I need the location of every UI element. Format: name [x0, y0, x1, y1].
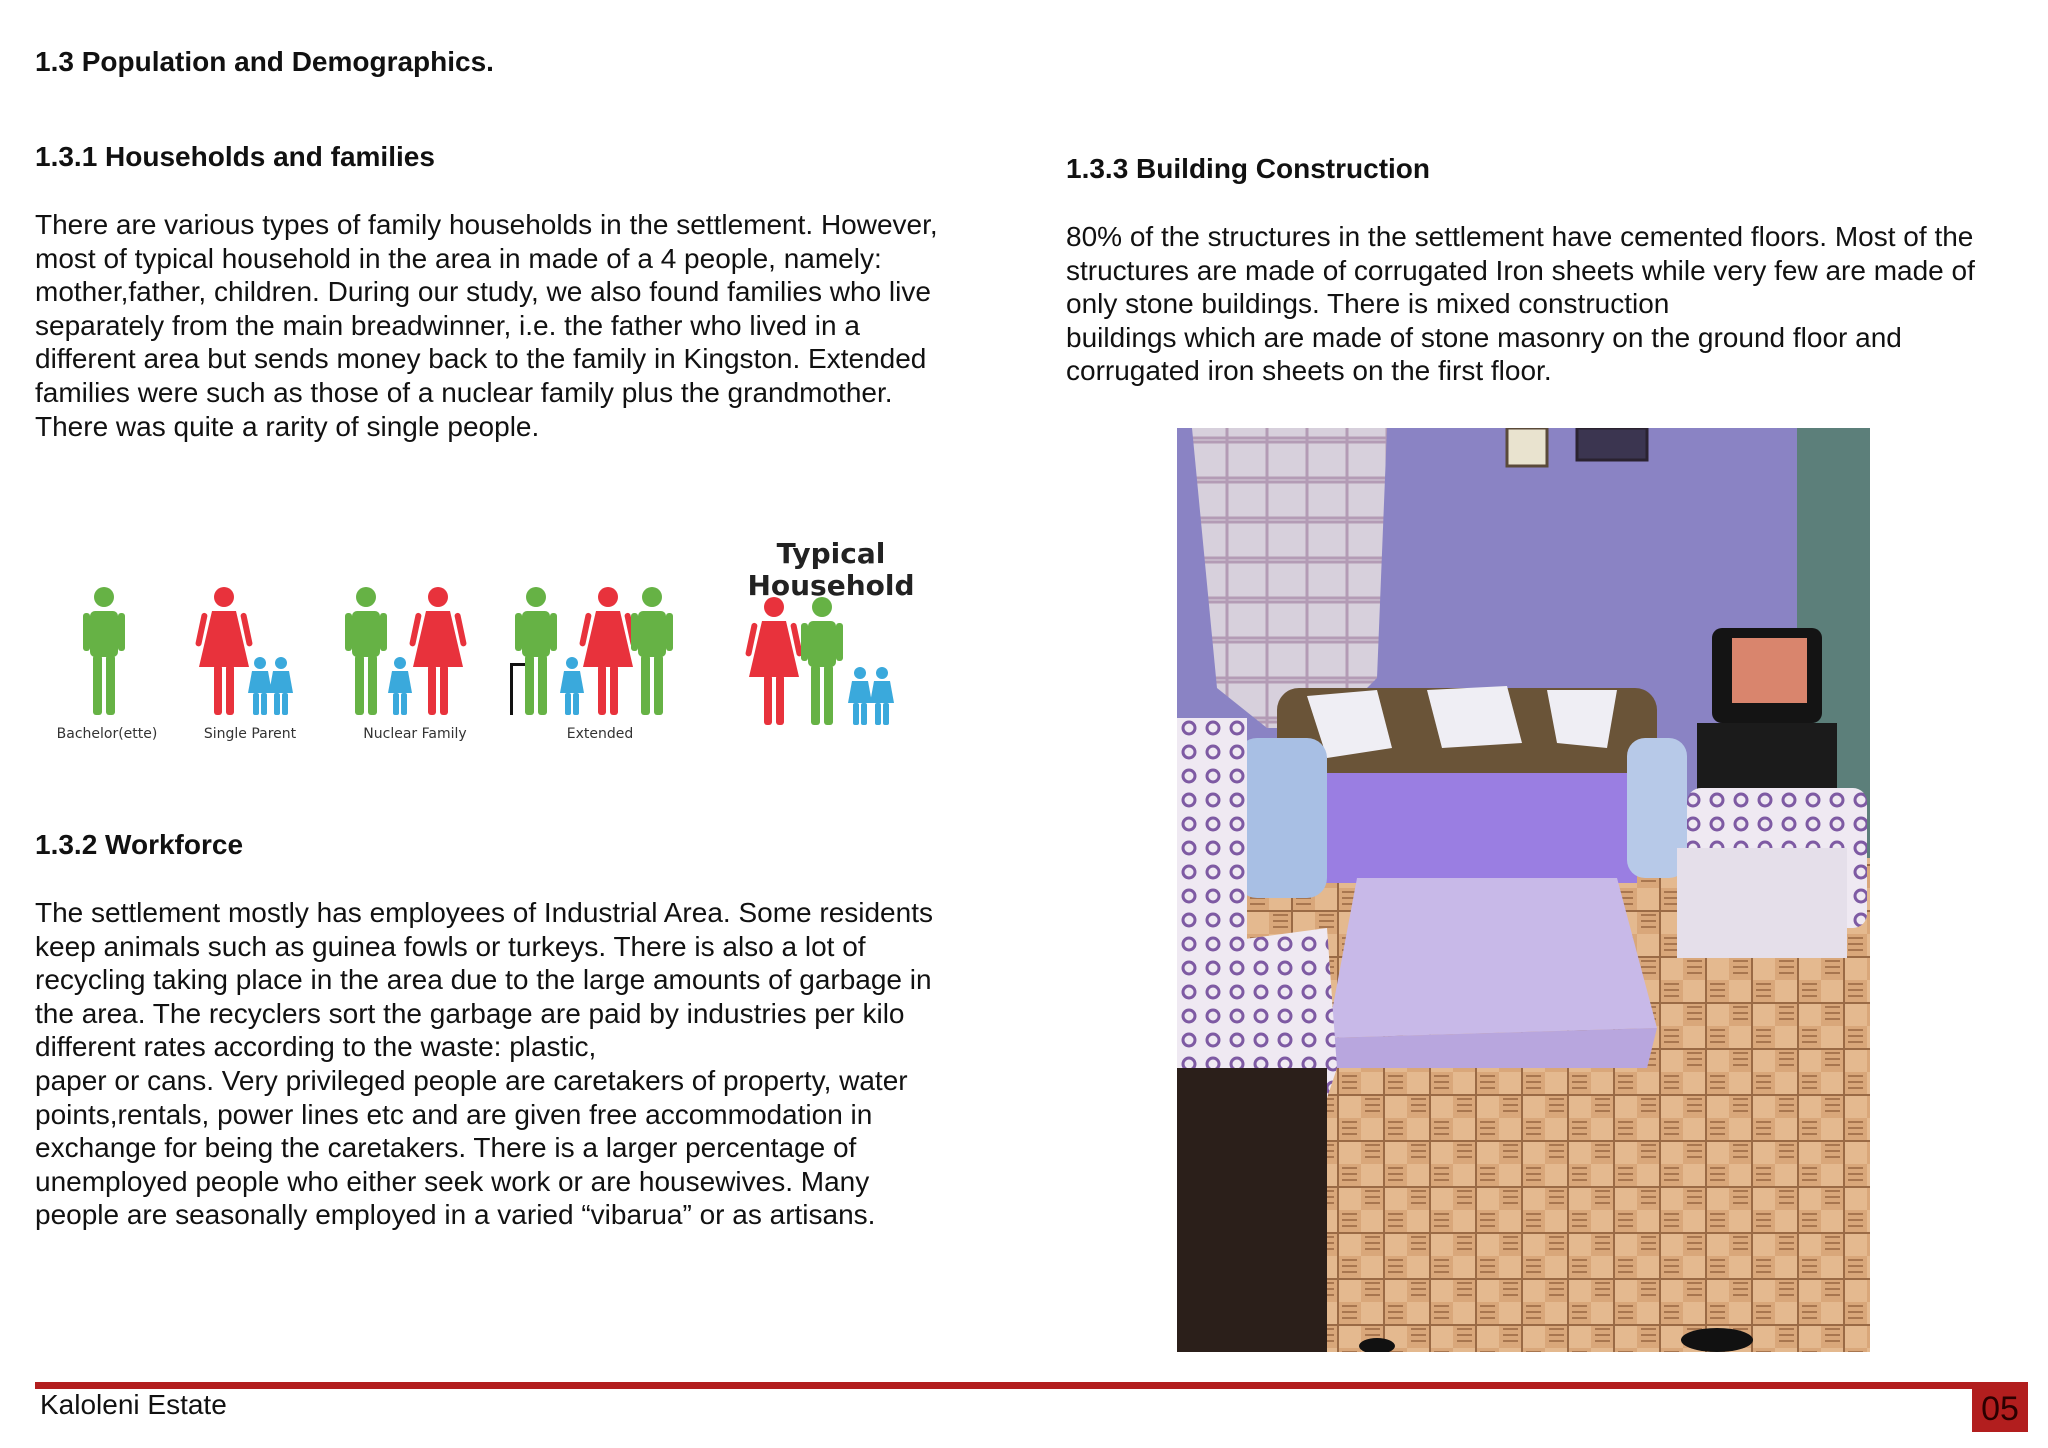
single-parent-figure [195, 587, 293, 715]
workforce-line: unemployed people who either seek work or are housewives. Many [35, 1165, 870, 1197]
footer-rule [35, 1382, 2028, 1389]
construction-line: 80% of the structures in the settlement have cemented floors. Most of the [1066, 221, 1974, 252]
label-single-parent: Single Parent [203, 726, 297, 742]
workforce-line: points,rentals, power lines etc and are given free accommodation in [35, 1098, 873, 1130]
construction-line: corrugated iron sheets on the first floor. [1066, 355, 1552, 387]
extended-family-figure [510, 587, 673, 715]
workforce-line: paper or cans. Very privileged people are caretakers of property, water [35, 1064, 908, 1096]
workforce-line: exchange for being the caretakers. There is a larger percentage of [35, 1132, 857, 1164]
label-nuclear-family: Nuclear Family [363, 726, 467, 742]
households-line: separately from the main breadwinner, i.e. the father who lived in a [35, 309, 860, 341]
households-line: mother,father, children. During our study, we also found families who live [35, 276, 931, 308]
workforce-line: people are seasonally employed in a varied “vibarua” or as artisans. [35, 1199, 876, 1231]
living-room-photo [1177, 428, 1870, 1352]
bachelor-figure [83, 587, 125, 715]
typical-household-figure [745, 597, 894, 725]
label-extended: Extended [566, 726, 634, 742]
workforce-line: the area. The recyclers sort the garbage are paid by industries per kilo [35, 997, 905, 1029]
page-number: 05 [1972, 1386, 2028, 1432]
label-bachelor: Bachelor(ette) [56, 726, 158, 742]
households-line: There was quite a rarity of single people. [35, 410, 540, 442]
households-line: different area but sends money back to the family in Kingston. Extended [35, 343, 927, 375]
household-types-infographic [40, 535, 920, 775]
workforce-line: different rates according to the waste: plastic, [35, 1031, 597, 1063]
construction-line: structures are made of corrugated Iron sheets while very few are made of [1066, 254, 1975, 286]
workforce-line: The settlement mostly has employees of Industrial Area. Some residents [35, 897, 933, 928]
construction-heading: 1.3.3 Building Construction [1066, 153, 1431, 184]
households-heading: 1.3.1 Households and families [35, 141, 435, 172]
construction-paragraph [1066, 220, 1975, 388]
typical-title-line-2: Household [747, 569, 915, 602]
workforce-heading: 1.3.2 Workforce [35, 829, 244, 860]
workforce-paragraph [35, 896, 933, 1232]
households-line: most of typical household in the area in made of a 4 people, namely: [35, 242, 882, 274]
households-paragraph [35, 208, 938, 443]
workforce-line: recycling taking place in the area due to the large amounts of garbage in [35, 964, 932, 996]
construction-line: buildings which are made of stone masonry on the ground floor and [1066, 321, 1902, 353]
construction-line: only stone buildings. There is mixed construction [1066, 288, 1670, 320]
households-line: There are various types of family households in the settlement. However, [35, 209, 938, 240]
nuclear-family-figure [345, 587, 467, 715]
typical-title-line-1: Typical [776, 537, 886, 570]
footer-label: Kaloleni Estate [40, 1389, 227, 1420]
section-title: 1.3 Population and Demographics. [35, 46, 494, 77]
households-line: families were such as those of a nuclear family plus the grandmother. [35, 376, 893, 408]
workforce-line: keep animals such as guinea fowls or turkeys. There is also a lot of [35, 930, 866, 962]
